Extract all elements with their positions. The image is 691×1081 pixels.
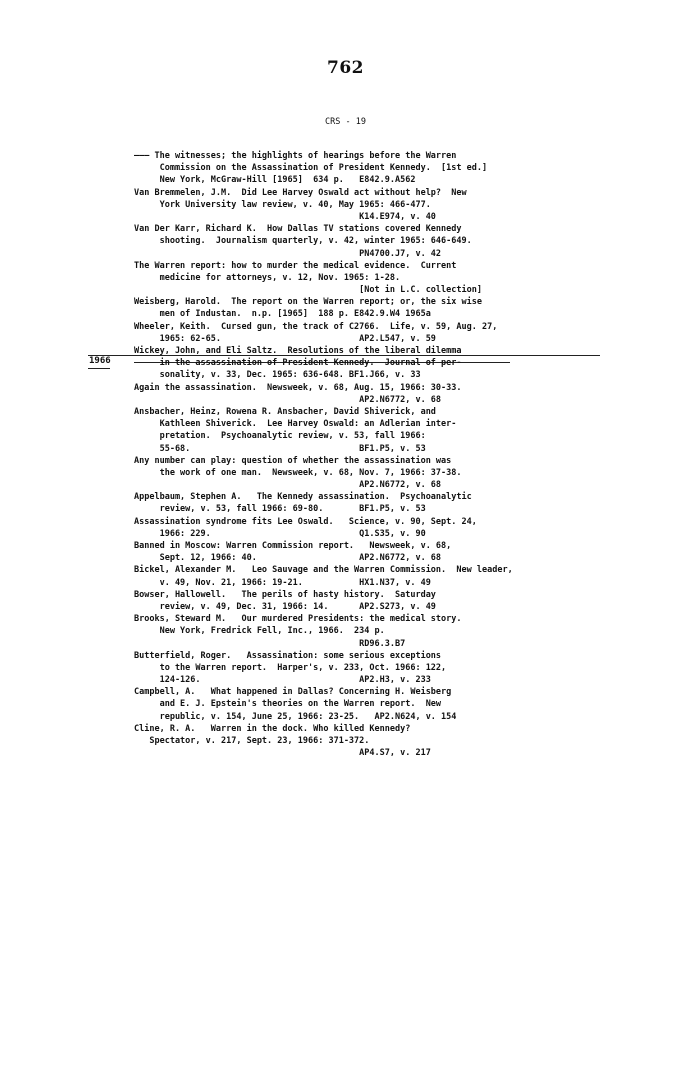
entry-line: in the assassination of President Kennedy. Journal of per- bbox=[134, 358, 462, 369]
entry-line: The Warren report: how to murder the medical evidence. Current bbox=[134, 260, 457, 271]
bibliography-entry bbox=[134, 613, 634, 650]
entry-line: the work of one man. Newsweek, v. 68, Nov. 7, 1966: 37-38. bbox=[134, 467, 462, 478]
entry-line: Van Bremmelen, J.M. Did Lee Harvey Oswald act without help? New bbox=[134, 187, 467, 198]
bibliography-entry bbox=[134, 223, 634, 260]
bibliography-entry bbox=[134, 516, 634, 540]
entry-line: men of Industan. n.p. [1965] 188 p. E842.9.W4 1965a bbox=[134, 309, 431, 320]
entry-line: Brooks, Steward M. Our murdered Presidents: the medical story. bbox=[134, 614, 462, 625]
entry-line: New York, McGraw-Hill [1965] 634 p. E842.9.A562 bbox=[134, 175, 416, 186]
bibliography-entry bbox=[134, 455, 634, 492]
entry-line: York University law review, v. 40, May 1965: 466-477. bbox=[134, 199, 431, 210]
entry-line: 124-126. AP2.H3, v. 233 bbox=[134, 675, 431, 686]
entry-line: AP2.N6772, v. 68 bbox=[134, 394, 442, 405]
entry-line: Wickey, John, and Eli Saltz. Resolutions of the liberal dilemma bbox=[134, 346, 462, 356]
bibliography-list bbox=[134, 150, 634, 759]
bibliography-entry bbox=[134, 650, 634, 687]
bibliography-entry bbox=[134, 187, 634, 224]
bibliography-entry bbox=[134, 321, 634, 345]
entry-line: Any number can play: question of whether the assassination was bbox=[134, 455, 452, 466]
entry-line: 55-68. BF1.P5, v. 53 bbox=[134, 443, 426, 454]
entry-line: Spectator, v. 217, Sept. 23, 1966: 371-372. bbox=[134, 736, 370, 746]
bibliography-entry bbox=[134, 564, 634, 588]
entry-line: New York, Fredrick Fell, Inc., 1966. 234 p. bbox=[134, 626, 385, 637]
entry-line: Bowser, Hallowell. The perils of hasty history. Saturday bbox=[134, 589, 436, 600]
entry-line: v. 49, Nov. 21, 1966: 19-21. HX1.N37, v. 49 bbox=[134, 577, 431, 588]
bibliography-entry bbox=[134, 150, 634, 187]
entry-line: Weisberg, Harold. The report on the Warren report; or, the six wise bbox=[134, 297, 482, 308]
entry-line: PN4700.J7, v. 42 bbox=[134, 248, 442, 259]
bibliography-entry bbox=[134, 686, 634, 723]
entry-line: 1966: 229. Q1.S35, v. 90 bbox=[134, 528, 426, 539]
entry-line: review, v. 53, fall 1966: 69-80. BF1.P5, v. 53 bbox=[134, 504, 426, 515]
bibliography-entry bbox=[134, 406, 634, 455]
entry-line: [Not in L.C. collection] bbox=[134, 285, 482, 296]
bibliography-entry bbox=[134, 491, 634, 515]
entry-line: Bickel, Alexander M. Leo Sauvage and the Warren Commission. New leader, bbox=[134, 565, 513, 576]
year-marker-underline bbox=[88, 368, 110, 369]
entry-line: sonality, v. 33, Dec. 1965: 636-648. BF1.J66, v. 33 bbox=[134, 370, 421, 381]
entry-line: and E. J. Epstein's theories on the Warren report. New bbox=[134, 699, 442, 710]
entry-line: pretation. Psychoanalytic review, v. 53, fall 1966: bbox=[134, 431, 426, 442]
entry-line: republic, v. 154, June 25, 1966: 23-25. AP2.N624, v. 154 bbox=[134, 711, 457, 722]
entry-line: Commission on the Assassination of President Kennedy. [1st ed.] bbox=[134, 163, 488, 174]
entry-line: Kathleen Shiverick. Lee Harvey Oswald: an Adlerian inter- bbox=[134, 419, 457, 430]
entry-line: medicine for attorneys, v. 12, Nov. 1965: 1-28. bbox=[134, 272, 401, 283]
bibliography-entry bbox=[134, 296, 634, 320]
series-code: CRS - 19 bbox=[325, 117, 366, 127]
entry-line: review, v. 49, Dec. 31, 1966: 14. AP2.S273, v. 49 bbox=[134, 601, 436, 612]
entry-line: 1965: 62-65. AP2.L547, v. 59 bbox=[134, 333, 436, 344]
bibliography-entry bbox=[134, 260, 634, 297]
entry-line: Assassination syndrome fits Lee Oswald. Science, v. 90, Sept. 24, bbox=[134, 516, 477, 527]
entry-line: Cline, R. A. Warren in the dock. Who killed Kennedy? bbox=[134, 723, 411, 734]
entry-line: Again the assassination. Newsweek, v. 68, Aug. 15, 1966: 30-33. bbox=[134, 382, 462, 393]
bibliography-entry bbox=[134, 345, 634, 382]
entry-line: Van Der Karr, Richard K. How Dallas TV stations covered Kennedy bbox=[134, 224, 462, 235]
entry-line: Sept. 12, 1966: 40. AP2.N6772, v. 68 bbox=[134, 553, 442, 564]
entry-line: AP2.N6772, v. 68 bbox=[134, 480, 442, 491]
bibliography-entry bbox=[134, 723, 634, 760]
entry-line: RD96.3.B7 bbox=[134, 638, 406, 649]
entry-line: Butterfield, Roger. Assassination: some serious exceptions bbox=[134, 650, 442, 661]
year-marker: 1966 bbox=[89, 356, 111, 366]
entry-line: to the Warren report. Harper's, v. 233, Oct. 1966: 122, bbox=[134, 662, 447, 673]
entry-line: K14.E974, v. 40 bbox=[134, 211, 436, 222]
bibliography-entry bbox=[134, 540, 634, 564]
bibliography-entry bbox=[134, 382, 634, 406]
entry-line: shooting. Journalism quarterly, v. 42, winter 1965: 646-649. bbox=[134, 236, 472, 247]
entry-line: Banned in Moscow: Warren Commission report. Newsweek, v. 68, bbox=[134, 541, 452, 551]
entry-line: AP4.S7, v. 217 bbox=[134, 748, 431, 759]
entry-line: Campbell, A. What happened in Dallas? Concerning H. Weisberg bbox=[134, 687, 452, 698]
entry-line: Appelbaum, Stephen A. The Kennedy assassination. Psychoanalytic bbox=[134, 492, 472, 503]
entry-line: Wheeler, Keith. Cursed gun, the track of C2766. Life, v. 59, Aug. 27, bbox=[134, 321, 498, 332]
page-number: 762 bbox=[327, 58, 364, 78]
bibliography-entry bbox=[134, 589, 634, 613]
entry-line: Ansbacher, Heinz, Rowena R. Ansbacher, David Shiverick, and bbox=[134, 406, 436, 417]
entry-line: ——— The witnesses; the highlights of hearings before the Warren bbox=[134, 151, 457, 161]
